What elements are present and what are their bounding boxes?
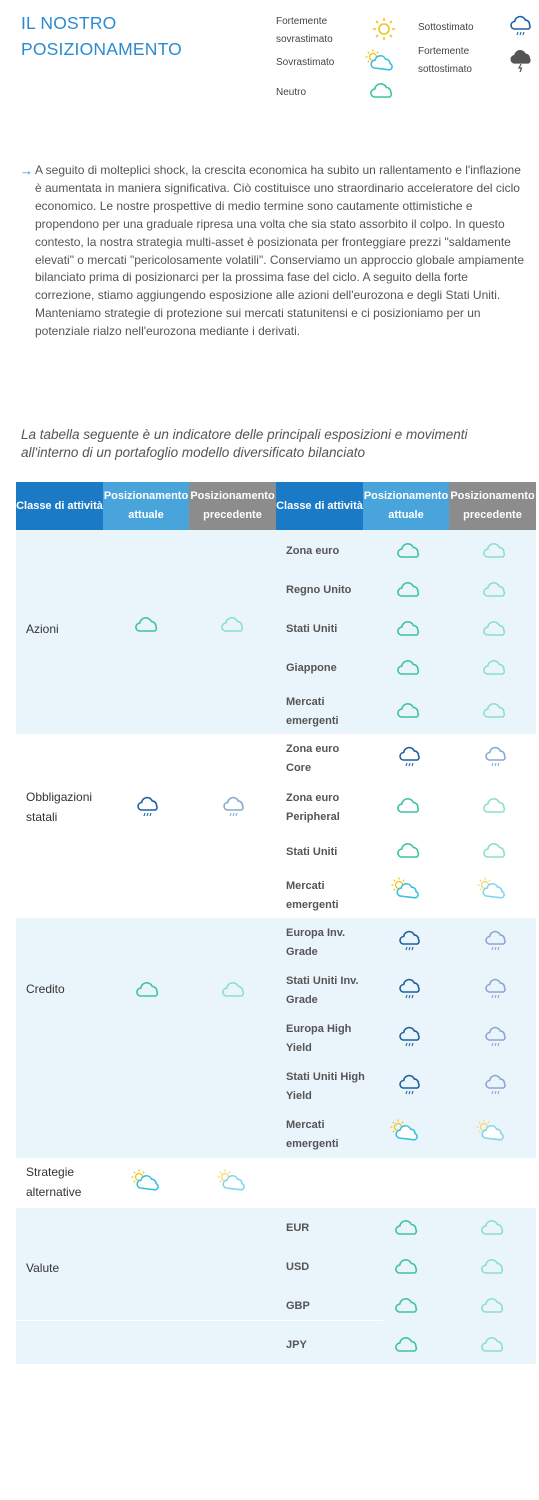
cloud-icon	[369, 80, 395, 100]
sub-label: Mercati emergenti	[286, 696, 339, 727]
legend-strong-under-label: Fortemente sottostimato	[418, 46, 472, 75]
rain-cloud-icon	[509, 15, 533, 39]
header-current-2: Posizionamento attuale	[363, 482, 449, 530]
cloud-icon	[396, 579, 422, 599]
commentary-block	[20, 162, 525, 341]
storm-cloud-icon	[509, 49, 533, 73]
sub-label: EUR	[286, 1222, 310, 1234]
cloud-icon	[480, 1295, 506, 1315]
sub-label: Europa High Yield	[286, 1023, 352, 1054]
cloud-icon	[221, 979, 247, 999]
sub-label: Giappone	[286, 662, 337, 674]
cloud-icon	[396, 840, 422, 860]
rain-cloud-icon	[398, 978, 422, 1002]
positioning-table	[16, 482, 536, 1364]
sub-label: JPY	[286, 1339, 307, 1351]
rain-cloud-icon	[484, 1074, 508, 1098]
rain-cloud-icon	[398, 930, 422, 954]
sub-label: Regno Unito	[286, 584, 352, 596]
cloud-icon	[396, 795, 422, 815]
rain-cloud-icon	[136, 796, 160, 820]
cloud-icon	[394, 1256, 420, 1276]
legend-over-label: Sovrastimato	[276, 57, 335, 68]
cloud-icon	[134, 614, 160, 634]
header-previous: Posizionamento precedente	[189, 482, 276, 530]
rain-cloud-icon	[484, 978, 508, 1002]
sub-label: Europa Inv. Grade	[286, 927, 346, 958]
cloud-icon	[394, 1217, 420, 1237]
cloud-icon	[480, 1217, 506, 1237]
cloud-icon	[482, 795, 508, 815]
sun-icon	[370, 16, 398, 42]
sub-label: Stati Uniti	[286, 623, 338, 635]
sub-label: Stati Uniti High Yield	[286, 1071, 365, 1102]
sub-label: Zona euro Core	[286, 743, 340, 774]
cloud-icon	[220, 614, 246, 634]
rain-cloud-icon	[484, 746, 508, 770]
sun-cloud-icon	[476, 876, 506, 900]
header-asset-class: Classe di attività	[16, 482, 103, 530]
group-label: Azioni	[26, 622, 59, 636]
sun-cloud-icon	[364, 48, 394, 72]
group-credito	[16, 918, 536, 1158]
sub-label: GBP	[286, 1300, 310, 1312]
table-intro: La tabella seguente è un indicatore delle principali esposizioni e movimenti all'interno di un portafoglio modello diversificato bilanciato	[21, 427, 468, 460]
arrow-right-icon: →	[20, 163, 33, 178]
cloud-icon	[482, 540, 508, 560]
sun-cloud-icon	[475, 1118, 505, 1142]
cloud-icon	[482, 700, 508, 720]
rain-cloud-icon	[484, 930, 508, 954]
cloud-icon	[482, 618, 508, 638]
group-label: Credito	[26, 982, 65, 996]
cloud-icon	[480, 1256, 506, 1276]
rain-cloud-icon	[484, 1026, 508, 1050]
rain-cloud-icon	[398, 1026, 422, 1050]
header-previous-2: Posizionamento precedente	[449, 482, 536, 530]
sub-label: Zona euro	[286, 545, 340, 557]
commentary-text: A seguito di molteplici shock, la crescita economica ha subito un rallentamento e l'inflazione è aumentata in maniera significativa. Ciò costituisce uno straordinario acceleratore del ciclo economico. Le nostre prospettive di medio termine sono cautamente ottimistiche e propendono per una graduale ripresa una volta che sia stato assorbito il colpo. In questo contesto, la nostra strategia multi-asset è posizionata per fronteggiare prezzi "saldamente elevati" o mercati "pericolosamente volatili". Conserviamo un approccio globale ampiamente bilanciato prima di posizionarci per la prossima fase del ciclo. A seguito della forte correzione, stiamo aggiungendo esposizione alle azioni dell'eurozona e degli Stati Uniti. Manteniamo strategie di protezione sui mercati statunitensi e ci posizioniamo per un potenziale rialzo nell'eurozona mediante i derivati.	[35, 163, 525, 339]
group-azioni	[16, 530, 536, 734]
cloud-icon	[396, 700, 422, 720]
page-title: IL NOSTRO POSIZIONAMENTO	[21, 13, 182, 59]
cloud-icon	[394, 1295, 420, 1315]
sub-label: Mercati emergenti	[286, 1119, 339, 1150]
sub-label: Zona euro Peripheral	[286, 792, 340, 823]
group-label: Obbligazioni statali	[26, 790, 93, 824]
rain-cloud-icon	[222, 796, 246, 820]
sub-label: USD	[286, 1261, 310, 1273]
cloud-icon	[396, 657, 422, 677]
cloud-icon	[396, 540, 422, 560]
group-valute	[16, 1208, 536, 1364]
legend-strong-over-label: Fortemente sovrastimato	[276, 16, 333, 45]
sub-label: Stati Uniti Inv. Grade	[286, 975, 359, 1006]
cloud-icon	[482, 840, 508, 860]
header-current: Posizionamento attuale	[103, 482, 189, 530]
cloud-icon	[482, 657, 508, 677]
cloud-icon	[135, 979, 161, 999]
sub-label: Mercati emergenti	[286, 880, 339, 911]
sun-cloud-icon	[216, 1168, 246, 1192]
row-divider	[16, 1320, 383, 1321]
rain-cloud-icon	[398, 1074, 422, 1098]
sun-cloud-icon	[130, 1168, 160, 1192]
legend-neutral-label: Neutro	[276, 87, 307, 98]
table-header	[16, 482, 536, 530]
header-asset-class-2: Classe di attività	[276, 482, 363, 530]
sun-cloud-icon	[389, 1118, 419, 1142]
group-alternative	[16, 1158, 536, 1208]
group-label: Strategie alternative	[26, 1165, 82, 1199]
cloud-icon	[396, 618, 422, 638]
cloud-icon	[394, 1334, 420, 1354]
cloud-icon	[480, 1334, 506, 1354]
group-label: Valute	[26, 1261, 60, 1275]
rain-cloud-icon	[398, 746, 422, 770]
cloud-icon	[482, 579, 508, 599]
sun-cloud-icon	[390, 876, 420, 900]
legend-under-label: Sottostimato	[418, 22, 474, 33]
sub-label: Stati Uniti	[286, 846, 338, 858]
group-obbligazioni	[16, 734, 536, 918]
